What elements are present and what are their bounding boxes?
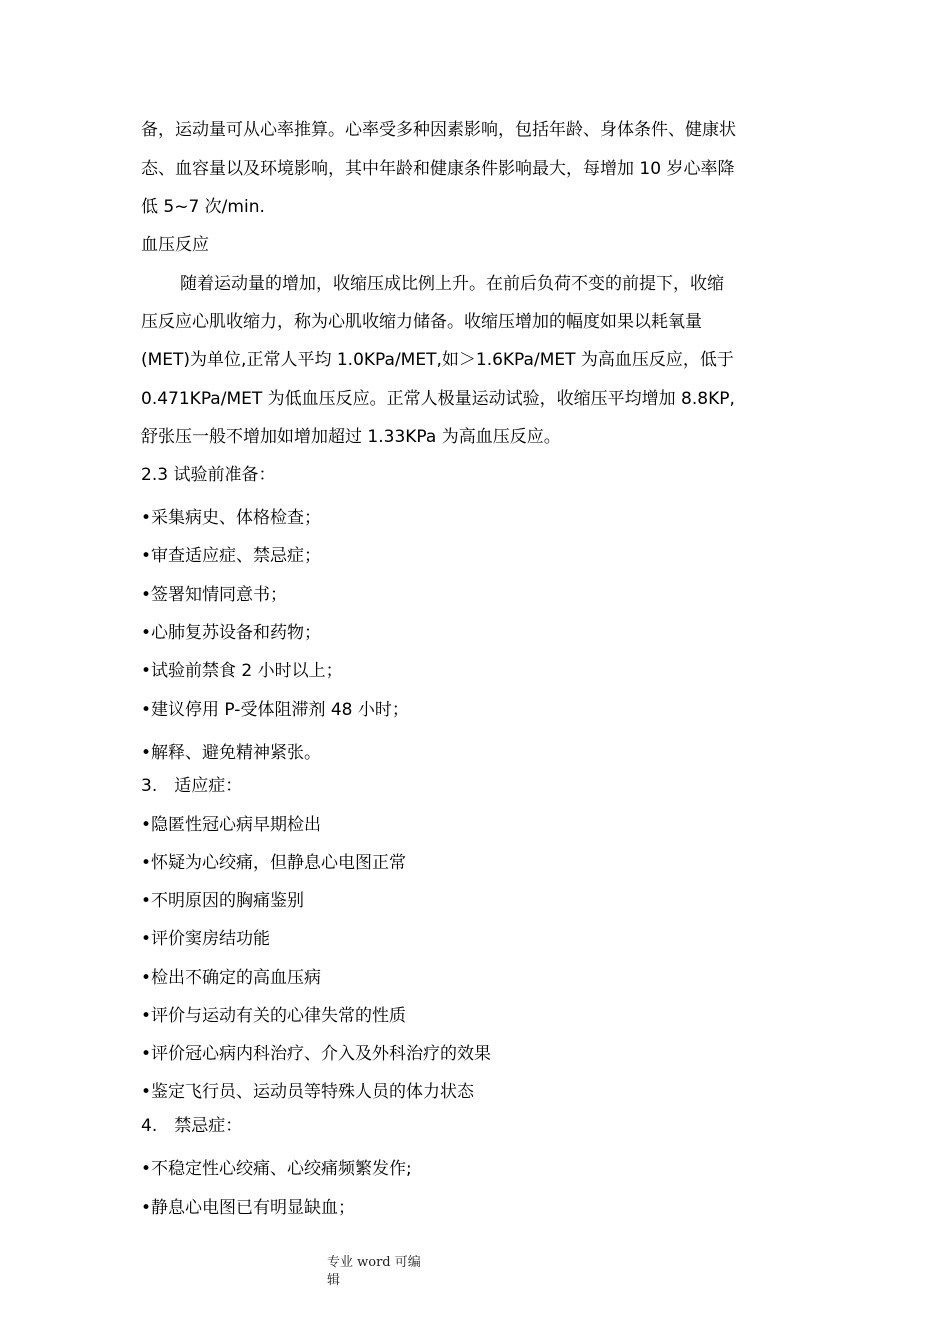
- list-item: •鉴定飞行员、运动员等特殊人员的体力状态: [141, 1082, 475, 1102]
- list-item: •建议停用 P-受体阻滞剂 48 小时；: [141, 700, 409, 720]
- list-item: •不稳定性心绞痛、心绞痛频繁发作;: [141, 1159, 412, 1179]
- body-text-line: (MET)为单位,正常人平均 1.0KPa/MET,如＞1.6KPa/MET 为高血压反应，低于: [141, 350, 734, 370]
- section-heading-blood-pressure: 血压反应: [141, 235, 209, 255]
- list-item: •隐匿性冠心病早期检出: [141, 815, 322, 835]
- list-item: •解释、避免精神紧张。: [141, 743, 322, 763]
- list-item: •审查适应症、禁忌症；: [141, 546, 322, 566]
- list-item: •怀疑为心绞痛，但静息心电图正常: [141, 853, 407, 873]
- list-item: •心肺复苏设备和药物；: [141, 623, 322, 643]
- list-item: •签署知情同意书；: [141, 585, 288, 605]
- list-item: •评价冠心病内科治疗、介入及外科治疗的效果: [141, 1044, 492, 1064]
- footer-note: 专业 word 可编: [327, 1255, 421, 1270]
- list-item: •评价窦房结功能: [141, 929, 271, 949]
- body-text-line: 舒张压一般不增加如增加超过 1.33KPa 为高血压反应。: [141, 427, 561, 447]
- footer-note: 辑: [327, 1273, 341, 1288]
- body-text-line: 随着运动量的增加，收缩压成比例上升。在前后负荷不变的前提下，收缩: [180, 274, 724, 294]
- list-item: •采集病史、体格检查；: [141, 508, 322, 528]
- section-heading-indications: 3. 适应症：: [141, 776, 243, 796]
- body-text-line: 0.471KPa/MET 为低血压反应。正常人极量运动试验，收缩压平均增加 8.8KP,: [141, 389, 735, 409]
- body-text-line: 压反应心肌收缩力，称为心肌收缩力储备。收缩压增加的幅度如果以耗氧量: [141, 312, 702, 332]
- list-item: •静息心电图已有明显缺血；: [141, 1198, 356, 1218]
- list-item: •不明原因的胸痛鉴别: [141, 891, 305, 911]
- section-heading-preparation: 2.3 试验前准备：: [141, 465, 276, 485]
- body-text-line: 备，运动量可从心率推算。心率受多种因素影响，包括年龄、身体条件、健康状: [141, 120, 736, 140]
- list-item: •评价与运动有关的心律失常的性质: [141, 1006, 407, 1026]
- body-text-line: 低 5~7 次/min.: [141, 197, 265, 217]
- section-heading-contraindications: 4. 禁忌症：: [141, 1116, 243, 1136]
- body-text-line: 态、血容量以及环境影响，其中年龄和健康条件影响最大，每增加 10 岁心率降: [141, 159, 735, 179]
- list-item: •试验前禁食 2 小时以上；: [141, 661, 343, 681]
- list-item: •检出不确定的高血压病: [141, 968, 322, 988]
